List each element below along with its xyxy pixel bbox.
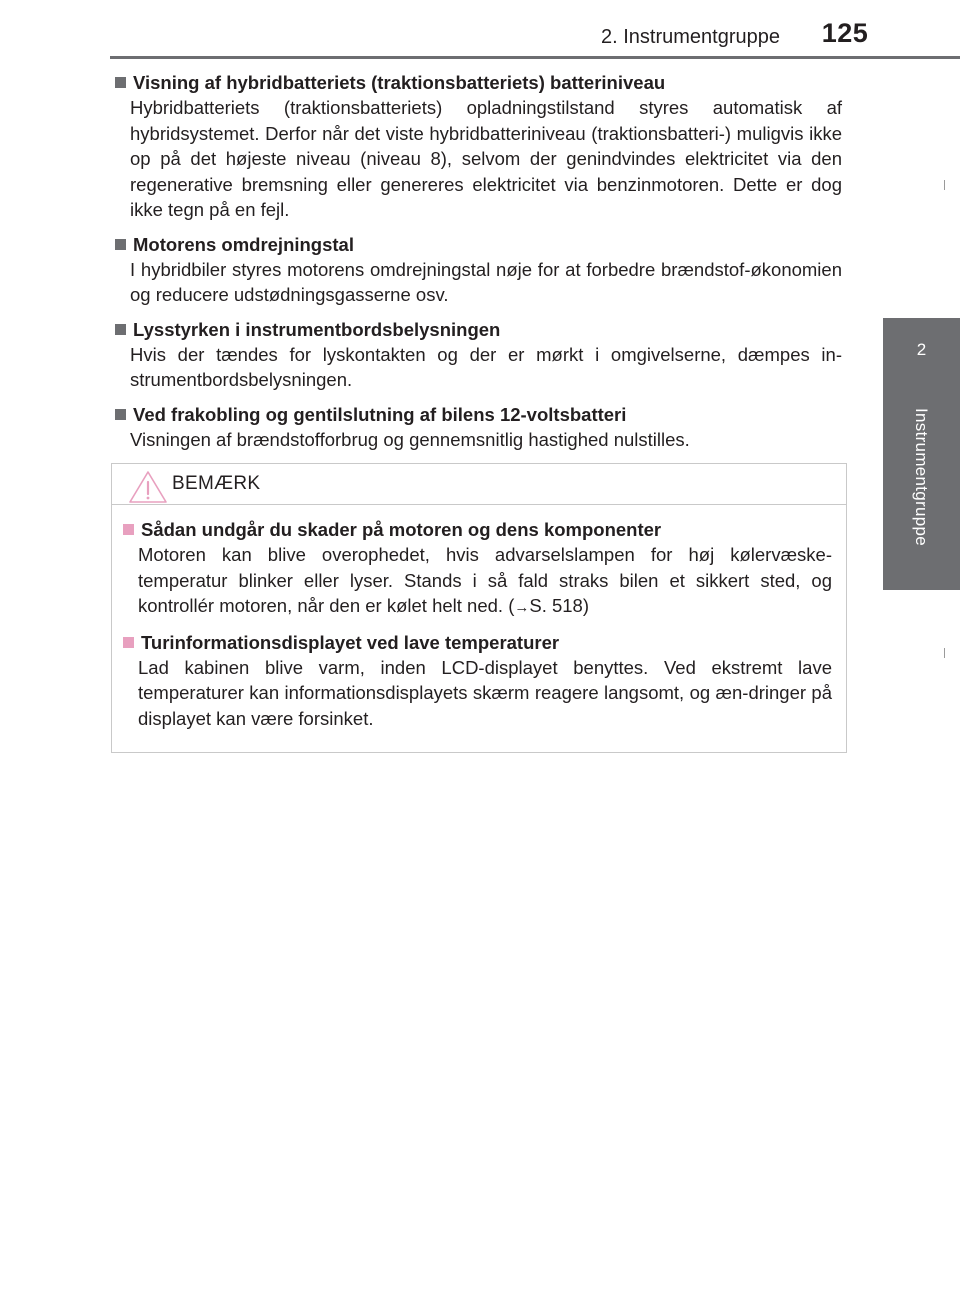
notice-box (111, 463, 847, 753)
section-body: Hybridbatteriets (traktionsbatteriets) opladningstilstand styres automatisk af hybridsystemet. Derfor når det viste hybridbatteriniveau (traktionsbatteri-) muligvis ikke op på det højeste niveau (niveau 8), selvom der genindvindes elektricitet via den regenerative bremsning eller genereres elektricitet via benzinmotoren. Dette er dog ikke tegn på en fejl. (130, 97, 842, 220)
section-body (138, 542, 832, 621)
reference-arrow-icon: → (514, 599, 530, 616)
notice-content (112, 505, 846, 731)
bullet-square-icon (115, 77, 126, 88)
section-heading (112, 402, 842, 427)
section-heading (112, 317, 842, 342)
section-heading (120, 517, 832, 542)
section-body: Visningen af brændstofforbrug og gennemsnitlig hastighed nulstilles. (130, 428, 690, 450)
chapter-side-tab[interactable] (883, 318, 960, 590)
section-dashboard-lighting (112, 317, 842, 393)
notice-section-engine-damage (120, 517, 832, 621)
section-heading (120, 630, 832, 655)
section-title: Ved frakobling og gentilslutning af bilens 12-voltsbatteri (133, 403, 627, 425)
section-title: Motorens omdrejningstal (133, 233, 354, 255)
section-title: Sådan undgår du skader på motoren og dens komponenter (141, 519, 662, 540)
bullet-square-icon (123, 637, 134, 648)
warning-triangle-icon (128, 470, 168, 504)
notice-header (112, 464, 846, 505)
margin-tick (944, 180, 945, 190)
notice-title: BEMÆRK (172, 473, 261, 494)
header-rule (110, 56, 960, 59)
section-hybrid-battery (112, 70, 842, 223)
section-title: Visning af hybridbatteriets (traktionsbatteriets) batteriniveau (133, 72, 666, 93)
section-body: Hvis der tændes for lyskontakten og der er mørkt i omgivelserne, dæmpes in-strumentbordsbelysningen. (130, 343, 842, 390)
section-body: I hybridbiler styres motorens omdrejningstal nøje for at forbedre brændstof-økonomien og reducere udstødningsgasserne osv. (130, 258, 842, 305)
margin-tick (944, 648, 945, 658)
bullet-square-icon (115, 409, 126, 420)
page-number: 125 (821, 18, 869, 48)
main-content (112, 70, 842, 461)
section-12v-battery (112, 402, 842, 453)
section-heading (112, 70, 842, 95)
notice-section-low-temperature (120, 630, 832, 732)
header-section-title: 2. Instrumentgruppe (601, 26, 780, 48)
reference-close: ) (582, 595, 590, 616)
section-heading (112, 232, 842, 257)
bullet-square-icon (115, 324, 126, 335)
section-title: Turinformationsdisplayet ved lave temperaturer (141, 631, 560, 653)
section-title: Lysstyrken i instrumentbordsbelysningen (133, 318, 501, 340)
page-reference-link[interactable]: S. 518 (529, 595, 583, 616)
chapter-number: 2 (916, 340, 927, 359)
chapter-label: Instrumentgruppe (912, 408, 931, 547)
bullet-square-icon (115, 239, 126, 250)
section-engine-rpm (112, 232, 842, 308)
bullet-square-icon (123, 524, 134, 535)
section-body-text: Motoren kan blive overophedet, hvis advarselslampen for høj kølervæske-temperatur blinker eller lyser. Stands i så fald straks bilen et sikkert sted, og kontrollér motoren, når den er kølet helt ned. ( (138, 544, 832, 616)
section-body: Lad kabinen blive varm, inden LCD-displayet benyttes. Ved ekstremt lave temperaturer kan informationsdisplayets skærm reagere langsomt, og æn-dringer på displayet kan være forsinket. (138, 656, 832, 729)
